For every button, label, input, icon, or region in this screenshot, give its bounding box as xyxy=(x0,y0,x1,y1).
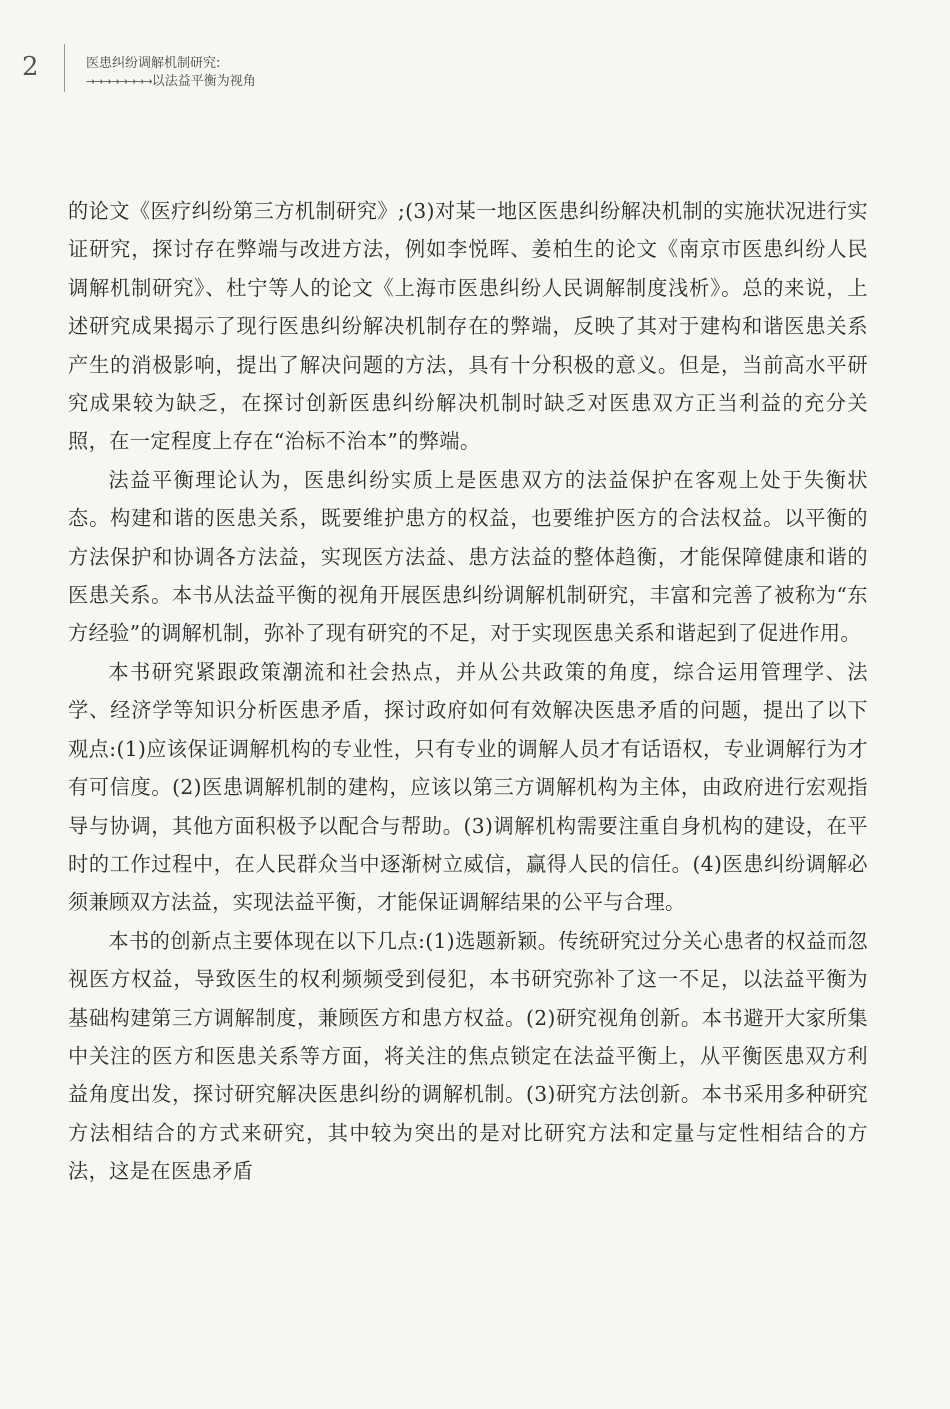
book-subtitle-line xyxy=(86,70,256,89)
book-subtitle: 以法益平衡为视角 xyxy=(151,74,256,89)
paragraph-4: 本书的创新点主要体现在以下几点:(1)选题新颖。传统研究过分关心患者的权益而忽视医方权益，导致医生的权利频频受到侵犯，本书研究弥补了这一不足，以法益平衡为基础构建第三方调解制度，兼顾医方和患方权益。(2)研究视角创新。本书避开大家所集中关注的医方和医患关系等方面，将关注的焦点锁定在法益平衡上，从平衡医患双方利益角度出发，探讨研究解决医患纠纷的调解机制。(3)研究方法创新。本书采用多种研究方法相结合的方式来研究，其中较为突出的是对比研究方法和定量与定性相结合的方法，这是在医患矛盾 xyxy=(68,928,868,1184)
running-header xyxy=(0,0,950,110)
header-divider xyxy=(64,44,65,92)
body-text xyxy=(68,192,868,1191)
paragraph-2: 法益平衡理论认为，医患纠纷实质上是医患双方的法益保护在客观上处于失衡状态。构建和谐的医患关系，既要维护患方的权益，也要维护医方的合法权益。以平衡的方法保护和协调各方法益，实现医方法益、患方法益的整体趋衡，才能保障健康和谐的医患关系。本书从法益平衡的视角开展医患纠纷调解机制研究，丰富和完善了被称为“东方经验”的调解机制，弥补了现有研究的不足，对于实现医患关系和谐起到了促进作用。 xyxy=(68,467,868,646)
book-title: 医患纠纷调解机制研究: xyxy=(86,56,221,71)
subtitle-arrows: →→→→→→→→ xyxy=(86,75,152,88)
page-number: 2 xyxy=(22,52,39,82)
paragraph-3: 本书研究紧跟政策潮流和社会热点，并从公共政策的角度，综合运用管理学、法学、经济学等知识分析医患矛盾，探讨政府如何有效解决医患矛盾的问题，提出了以下观点:(1)应该保证调解机构的专业性，只有专业的调解人员才有话语权，专业调解行为才有可信度。(2)医患调解机制的建构，应该以第三方调解机构为主体，由政府进行宏观指导与协调，其他方面积极予以配合与帮助。(3)调解机构需要注重自身机构的建设，在平时的工作过程中，在人民群众当中逐渐树立威信，赢得人民的信任。(4)医患纠纷调解必须兼顾双方法益，实现法益平衡，才能保证调解结果的公平与合理。 xyxy=(68,659,868,915)
paragraph-1: 的论文《医疗纠纷第三方机制研究》;(3)对某一地区医患纠纷解决机制的实施状况进行实证研究，探讨存在弊端与改进方法，例如李悦晖、姜柏生的论文《南京市医患纠纷人民调解机制研究》、杜宁等人的论文《上海市医患纠纷人民调解制度浅析》。总的来说，上述研究成果揭示了现行医患纠纷解决机制存在的弊端，反映了其对于建构和谐医患关系产生的消极影响，提出了解决问题的方法，具有十分积极的意义。但是，当前高水平研究成果较为缺乏，在探讨创新医患纠纷解决机制时缺乏对医患双方正当利益的充分关照，在一定程度上存在“治标不治本”的弊端。 xyxy=(68,199,868,454)
